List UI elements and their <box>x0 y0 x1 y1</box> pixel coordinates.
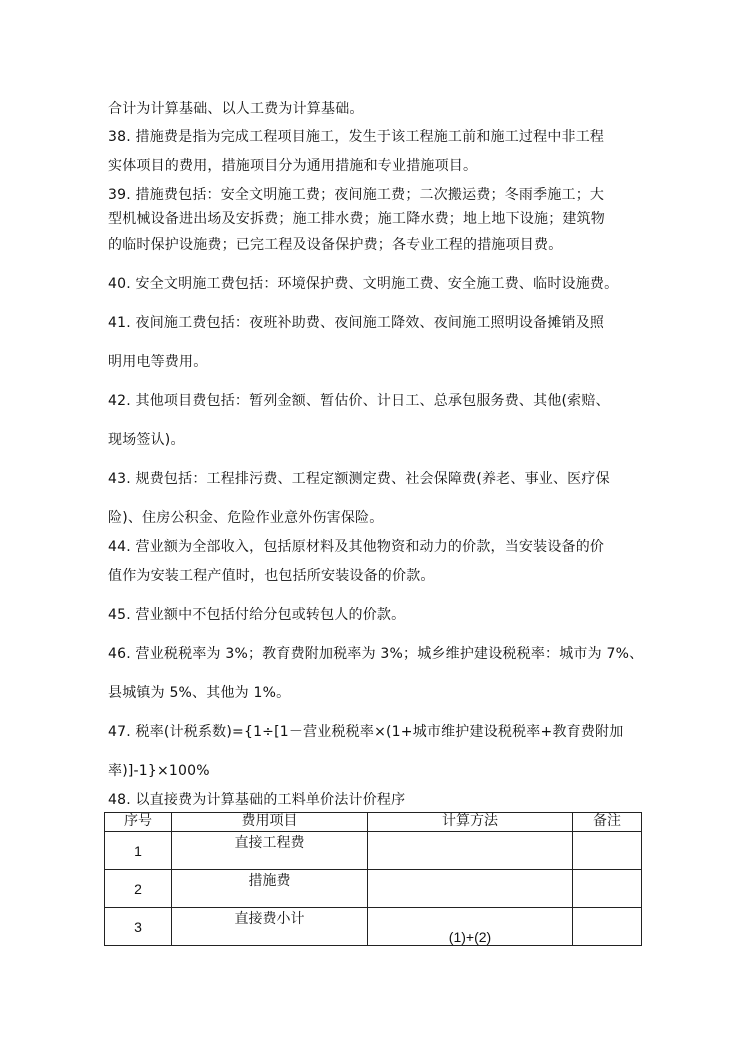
text-line: 44. 营业额为全部收入，包括原材料及其他物资和动力的价款，当安装设备的价 <box>108 539 605 555</box>
text-line: 的临时保护设施费；已完工程及设备保护费；各专业工程的措施项目费。 <box>108 237 563 253</box>
text-line: 38. 措施费是指为完成工程项目施工，发生于该工程施工前和施工过程中非工程 <box>108 129 605 145</box>
row-remarks <box>573 832 642 870</box>
text-line: 42. 其他项目费包括：暂列金额、暂估价、计日工、总承包服务费、其他(索赔、 <box>108 393 610 409</box>
row-calc-method <box>368 870 573 908</box>
header-calc-method: 计算方法 <box>368 813 573 832</box>
table-caption: 48. 以直接费为计算基础的工料单价法计价程序 <box>108 792 406 808</box>
text-line: 40. 安全文明施工费包括：环境保护费、文明施工费、安全施工费、临时设施费。 <box>108 276 619 292</box>
header-cost-item: 费用项目 <box>172 813 368 832</box>
row-serial: 3 <box>105 908 172 946</box>
row-remarks <box>573 908 642 946</box>
row-remarks <box>573 870 642 908</box>
text-line: 率)]-1}×100% <box>108 763 210 779</box>
text-line: 现场签认)。 <box>108 432 185 448</box>
text-line: 值作为安装工程产值时，也包括所安装设备的价款。 <box>108 568 435 584</box>
row-serial: 2 <box>105 870 172 908</box>
text-line: 明用电等费用。 <box>108 354 208 370</box>
text-line: 型机械设备进出场及安拆费；施工排水费；施工降水费；地上地下设施；建筑物 <box>108 211 605 227</box>
header-serial: 序号 <box>105 813 172 832</box>
row-serial: 1 <box>105 832 172 870</box>
table-row <box>105 832 642 870</box>
row-cost-item: 直接工程费 <box>172 832 368 870</box>
text-line: 47. 税率(计税系数)={1÷[1－营业税税率×(1+城市维护建设税税率+教育费附加 <box>108 724 624 740</box>
table-row <box>105 870 642 908</box>
table-header-row <box>105 813 642 832</box>
row-calc-method <box>368 832 573 870</box>
text-line: 合计为计算基础、以人工费为计算基础。 <box>108 101 364 117</box>
row-cost-item: 直接费小计 <box>172 908 368 946</box>
row-calc-method: (1)+(2) <box>368 908 573 946</box>
table-row <box>105 908 642 946</box>
text-line: 41. 夜间施工费包括：夜班补助费、夜间施工降效、夜间施工照明设备摊销及照 <box>108 315 605 331</box>
text-line: 实体项目的费用，措施项目分为通用措施和专业措施项目。 <box>108 158 478 174</box>
row-cost-item: 措施费 <box>172 870 368 908</box>
pricing-procedure-table <box>104 812 642 946</box>
text-line: 45. 营业额中不包括付给分包或转包人的价款。 <box>108 607 406 623</box>
text-line: 险)、住房公积金、危险作业意外伤害保险。 <box>108 510 384 526</box>
text-line: 43. 规费包括：工程排污费、工程定额测定费、社会保障费(养老、事业、医疗保 <box>108 471 610 487</box>
text-line: 39. 措施费包括：安全文明施工费；夜间施工费；二次搬运费；冬雨季施工；大 <box>108 187 605 203</box>
text-line: 46. 营业税税率为 3%；教育费附加税率为 3%；城乡维护建设税税率：城市为 7%、 <box>108 646 644 662</box>
text-line: 县城镇为 5%、其他为 1%。 <box>108 685 291 701</box>
header-remarks: 备注 <box>573 813 642 832</box>
